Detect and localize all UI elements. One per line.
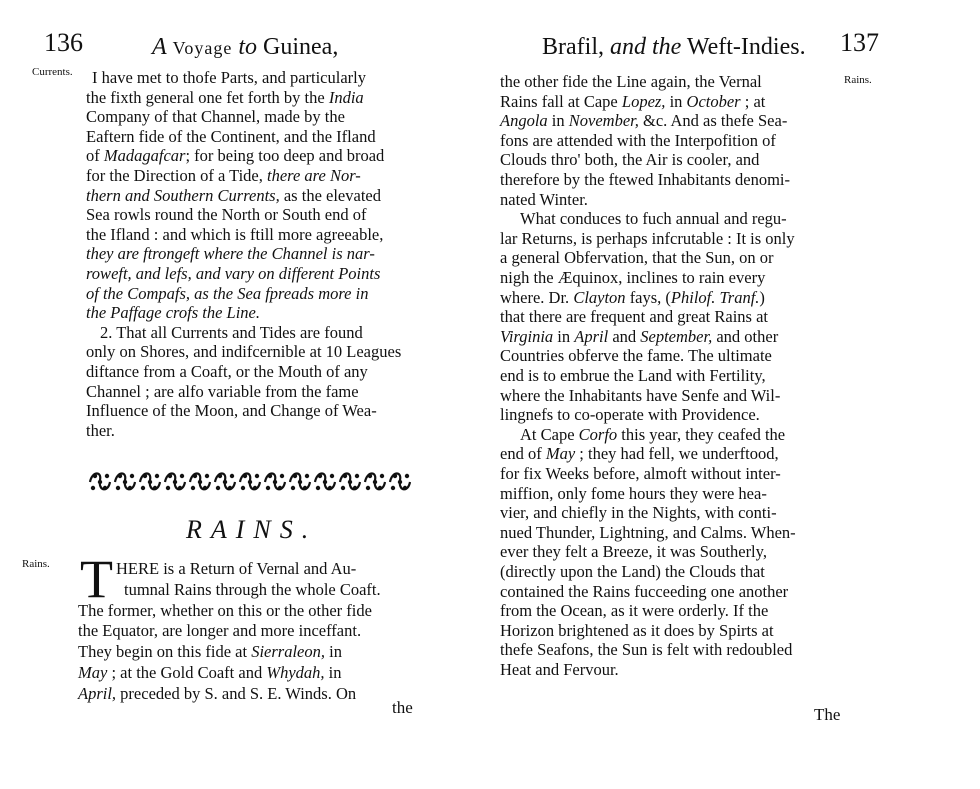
text-line bbox=[500, 640, 792, 659]
text-segment: Company of that Channel, made by the bbox=[86, 107, 345, 127]
text-segment: Eaftern fide of the Continent, and the Ifland bbox=[86, 126, 376, 146]
text-segment: May bbox=[545, 444, 576, 464]
ornament-flourish bbox=[190, 473, 210, 490]
text-segment: 2. That all Currents and Tides are found bbox=[100, 322, 363, 342]
text-segment: ) bbox=[759, 287, 765, 307]
text-segment: only on Shores, and indifcernible at 10 Leagues bbox=[86, 342, 402, 362]
text-segment: nued Thunder, Lightning, and Calms. When- bbox=[500, 522, 796, 542]
text-segment: the fixth general one fet forth by the bbox=[86, 87, 329, 107]
text-segment: diftance from a Coaft, or the Mouth of any bbox=[86, 362, 368, 381]
text-segment: Whydah, bbox=[266, 663, 325, 682]
text-segment: Sea rowls round the North or South end of bbox=[86, 205, 367, 225]
text-segment: preceded by S. and S. E. Winds. On bbox=[116, 683, 357, 703]
text-line bbox=[86, 342, 401, 361]
catchword: the bbox=[392, 698, 413, 717]
text-line bbox=[78, 663, 342, 682]
text-line bbox=[100, 323, 363, 342]
ornament-flourish bbox=[165, 473, 185, 490]
text-segment: Corfo bbox=[578, 424, 618, 444]
running-head-place: Guinea, bbox=[263, 34, 339, 60]
ornament-flourish bbox=[315, 473, 335, 490]
text-segment: April bbox=[574, 326, 609, 346]
text-line bbox=[86, 166, 361, 185]
text-segment: of the Compafs, as the Sea fpreads more in bbox=[86, 283, 369, 303]
text-segment: Angola bbox=[500, 111, 548, 131]
text-segment: lar Returns, is perhaps infcrutable : It is only bbox=[500, 228, 795, 248]
text-segment: vier, and chiefly in the Nights, with conti- bbox=[500, 503, 777, 523]
text-segment: Horizon brightened as it does by Spirts at bbox=[500, 620, 774, 640]
text-line bbox=[86, 362, 368, 381]
text-segment: nigh the Æquinox, inclines to rain every bbox=[500, 268, 766, 287]
text-segment: The former, whether on this or the other fide bbox=[78, 600, 372, 620]
text-segment: in bbox=[324, 663, 342, 682]
text-segment: therefore by the ftewed Inhabitants denomi- bbox=[500, 170, 791, 189]
text-line bbox=[78, 684, 356, 703]
text-line bbox=[500, 150, 759, 169]
text-line bbox=[500, 190, 588, 209]
text-segment: fays, ( bbox=[625, 287, 671, 307]
text-segment: Clayton bbox=[573, 287, 626, 307]
text-line bbox=[92, 68, 366, 87]
text-segment: in bbox=[547, 111, 569, 131]
text-segment: October bbox=[686, 91, 741, 111]
text-line bbox=[500, 248, 774, 267]
ornament-flourish bbox=[140, 473, 160, 490]
text-segment: as the elevated bbox=[279, 185, 381, 205]
running-head-to: to bbox=[238, 34, 258, 60]
text-line bbox=[500, 405, 760, 424]
text-segment: (directly upon the Land) the Clouds that bbox=[500, 562, 765, 581]
text-segment: May bbox=[78, 663, 108, 682]
text-line bbox=[500, 621, 774, 640]
text-line bbox=[86, 303, 260, 322]
ornament-flourish bbox=[390, 473, 410, 490]
running-head bbox=[152, 34, 338, 61]
running-head-and-the: and the bbox=[609, 34, 682, 60]
text-segment: Lopez, bbox=[621, 91, 666, 111]
page-number: 136 bbox=[44, 28, 83, 57]
text-segment: nated Winter. bbox=[500, 189, 588, 209]
text-line bbox=[86, 284, 368, 303]
text-line bbox=[500, 386, 780, 405]
ornament-flourish bbox=[240, 473, 260, 490]
text-line bbox=[500, 523, 796, 542]
text-line bbox=[500, 288, 765, 307]
ornament-flourish bbox=[340, 473, 360, 490]
text-line bbox=[500, 464, 781, 483]
text-line bbox=[500, 582, 788, 601]
right-page bbox=[490, 0, 980, 789]
text-segment: ever they felt a Breeze, it was Southerly, bbox=[500, 542, 767, 562]
text-segment: ; at bbox=[740, 91, 766, 111]
ornament-flourishes bbox=[90, 473, 410, 490]
text-line bbox=[500, 444, 779, 463]
sidenote-rains: Rains. bbox=[22, 558, 50, 570]
catchword: The bbox=[814, 705, 841, 724]
text-line bbox=[500, 72, 762, 91]
text-line bbox=[86, 127, 376, 146]
text-segment: India bbox=[328, 87, 364, 107]
text-line bbox=[78, 601, 372, 620]
text-segment: Countries obferve the fame. The ultimate bbox=[500, 346, 772, 366]
text-segment: the Paffage crofs the Line. bbox=[86, 303, 260, 323]
text-segment: and other bbox=[712, 326, 779, 346]
text-segment: Heat and Fervour. bbox=[500, 660, 619, 679]
text-segment: the other fide the Line again, the Vernal bbox=[500, 72, 762, 91]
text-segment: ; for being too deep and broad bbox=[185, 146, 385, 166]
text-segment: I have met to thofe Parts, and particularly bbox=[92, 68, 366, 87]
text-segment: in bbox=[665, 91, 687, 111]
text-line bbox=[500, 484, 767, 503]
text-segment: and bbox=[608, 326, 641, 346]
text-line bbox=[500, 366, 766, 385]
text-segment: lingnefs to co-operate with Providence. bbox=[500, 405, 760, 425]
text-line bbox=[500, 327, 778, 346]
section-heading: RAINS. bbox=[186, 515, 318, 544]
drop-cap: T bbox=[80, 549, 113, 609]
text-segment: At Cape bbox=[520, 424, 579, 444]
text-segment: Sierraleon, bbox=[251, 642, 326, 662]
running-head-a: A bbox=[152, 34, 167, 60]
sidenote-rains: Rains. bbox=[844, 74, 872, 86]
text-segment: November, bbox=[568, 111, 639, 131]
running-head bbox=[542, 34, 806, 61]
text-segment: of bbox=[86, 146, 104, 166]
text-segment: miffion, only fome hours they were hea- bbox=[500, 483, 767, 503]
text-line bbox=[86, 186, 381, 205]
text-segment: there are Nor- bbox=[267, 166, 361, 185]
text-line bbox=[116, 559, 356, 578]
text-segment: tumnal Rains through the whole Coaft. bbox=[124, 579, 381, 599]
text-segment: ; they had fell, we underftood, bbox=[575, 444, 779, 464]
text-line bbox=[78, 642, 342, 661]
text-line bbox=[500, 92, 765, 111]
text-line bbox=[500, 601, 768, 620]
running-head-place-a: Brafil, bbox=[542, 34, 604, 60]
text-segment: that there are frequent and great Rains at bbox=[500, 307, 768, 327]
text-line bbox=[78, 621, 361, 640]
text-line bbox=[500, 542, 767, 561]
text-line bbox=[86, 146, 384, 165]
text-line bbox=[500, 503, 777, 522]
ornament-flourish bbox=[265, 473, 285, 490]
text-line bbox=[520, 425, 785, 444]
text-segment: they are ftrongeft where the Channel is nar- bbox=[86, 244, 375, 264]
text-line bbox=[500, 346, 772, 365]
text-segment: Channel ; are alfo variable from the fame bbox=[86, 381, 359, 401]
text-segment: this year, they ceafed the bbox=[617, 424, 786, 444]
ornament-flourish bbox=[365, 473, 385, 490]
text-line bbox=[86, 401, 377, 420]
running-head-voyage: Voyage bbox=[172, 38, 233, 58]
sidenote-currents: Currents. bbox=[32, 66, 73, 78]
text-line bbox=[86, 421, 115, 440]
text-segment: thern and Southern Currents, bbox=[86, 185, 280, 205]
text-segment: Madagafcar bbox=[103, 146, 186, 166]
text-segment: Clouds thro' both, the Air is cooler, and bbox=[500, 150, 760, 170]
text-line bbox=[500, 170, 790, 189]
text-line bbox=[500, 131, 776, 150]
running-head-place-b: Weft-Indies. bbox=[686, 34, 806, 60]
text-segment: Philof. Tranf. bbox=[670, 287, 760, 307]
text-line bbox=[500, 268, 765, 287]
text-segment: September, bbox=[640, 326, 713, 346]
text-line bbox=[500, 562, 765, 581]
ornament-flourish bbox=[115, 473, 135, 490]
text-line bbox=[124, 580, 381, 599]
text-segment: They begin on this fide at bbox=[78, 642, 252, 662]
page-number: 137 bbox=[840, 28, 879, 57]
text-segment: from the Ocean, as it were orderly. If the bbox=[500, 601, 769, 621]
ornament-flourish bbox=[215, 473, 235, 490]
text-line bbox=[86, 225, 383, 244]
text-segment: where the Inhabitants have Senfe and Wil- bbox=[500, 385, 781, 405]
text-segment: Rains fall at Cape bbox=[500, 91, 622, 111]
text-segment: contained the Rains fucceeding one another bbox=[500, 581, 789, 601]
text-line bbox=[500, 660, 619, 679]
text-segment: in bbox=[553, 326, 575, 346]
text-segment: roweft, and lefs, and vary on different Points bbox=[86, 264, 381, 283]
text-segment: for the Direction of a Tide, bbox=[86, 166, 268, 185]
text-line bbox=[500, 111, 787, 130]
ornament-flourish bbox=[90, 473, 110, 490]
text-line bbox=[86, 205, 366, 224]
ornament-flourish bbox=[290, 473, 310, 490]
text-segment: What conduces to fuch annual and regu- bbox=[520, 209, 787, 229]
ornament-border bbox=[88, 468, 416, 496]
text-segment: ; at the Gold Coaft and bbox=[107, 663, 267, 682]
text-segment: end is to embrue the Land with Fertility, bbox=[500, 366, 766, 385]
text-segment: ther. bbox=[86, 420, 115, 440]
text-segment: &c. And as thefe Sea- bbox=[638, 111, 788, 131]
text-segment: the Ifland : and which is ftill more agreeable, bbox=[86, 224, 384, 244]
text-segment: Virginia bbox=[500, 326, 554, 346]
text-segment: HERE is a Return of Vernal and Au- bbox=[116, 559, 357, 578]
text-segment: in bbox=[325, 642, 342, 662]
text-line bbox=[86, 244, 375, 263]
text-line bbox=[86, 107, 345, 126]
text-segment: April, bbox=[78, 683, 117, 703]
text-segment: the Equator, are longer and more inceffant. bbox=[78, 621, 362, 641]
text-segment: end of bbox=[500, 444, 546, 464]
text-line bbox=[500, 229, 795, 248]
text-segment: where. Dr. bbox=[500, 287, 574, 307]
text-line bbox=[500, 307, 768, 326]
text-line bbox=[520, 209, 787, 228]
text-line bbox=[86, 264, 380, 283]
text-line bbox=[86, 88, 364, 107]
text-line bbox=[86, 382, 359, 401]
text-segment: for fix Weeks before, almoft without inter- bbox=[500, 464, 781, 483]
text-segment: Influence of the Moon, and Change of Wea- bbox=[86, 401, 377, 421]
text-segment: thefe Seafons, the Sun is felt with redoubled bbox=[500, 640, 793, 660]
text-segment: fons are attended with the Interpofition of bbox=[500, 130, 776, 150]
text-segment: a general Obfervation, that the Sun, on or bbox=[500, 248, 774, 268]
